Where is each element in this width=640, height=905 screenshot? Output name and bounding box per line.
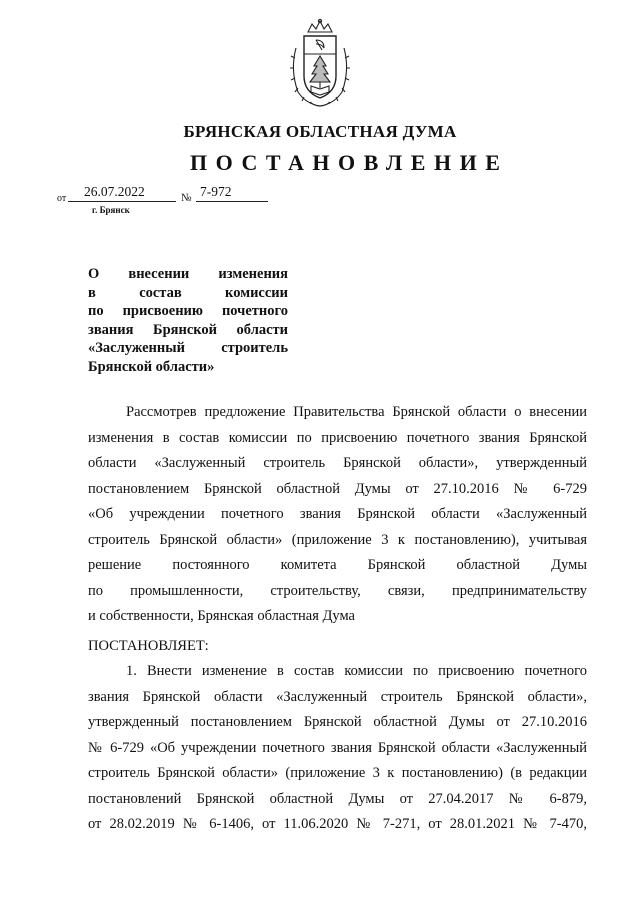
document-date: 26.07.2022 [84,184,145,199]
item-line: № 6-729 «Об учреждении почетного звания Брянской области «Заслуженный [88,739,587,756]
item-line: утвержденный постановлением Брянской областной Думы от 27.10.2016 [88,714,587,730]
preamble-line: решение постоянного комитета Брянской областной Думы [88,557,587,573]
date-prefix: от [57,193,67,204]
subject-line: О внесении изменения [88,266,288,282]
document-subject [88,265,288,376]
item-line: звания Брянской области «Заслуженный строитель Брянской области», [88,688,587,705]
preamble-line: по промышленности, строительству, связи, предпринимательству [88,582,587,599]
preamble-line: изменения в состав комиссии по присвоению почетного звания Брянской [88,429,587,446]
city-name: г. Брянск [92,205,130,215]
subject-line: по присвоению почетного [88,303,288,319]
preamble-line: «Об учреждении почетного звания Брянской области «Заслуженный [88,506,587,522]
preamble-line: строитель Брянской области» (приложение 3 к постановлению), учитывая [88,531,587,548]
organization-name: БРЯНСКАЯ ОБЛАСТНАЯ ДУМА [183,122,457,141]
date-underline [68,201,176,202]
preamble-line: Рассмотрев предложение Правительства Брянской области о внесении [126,404,587,420]
item-line: постановлений Брянской областной Думы от 27.04.2017 № 6-879, [88,790,587,807]
preamble-line: области «Заслуженный строитель Брянской области», утвержденный [88,455,587,471]
coat-of-arms-icon [286,18,354,110]
number-prefix: № [181,192,192,204]
preamble-line: постановлением Брянской областной Думы от 27.10.2016 № 6-729 [88,480,587,497]
preamble-paragraph [88,400,587,630]
number-underline [196,201,268,202]
subject-line: звания Брянской области [88,321,288,338]
item-line: от 28.02.2019 № 6-1406, от 11.06.2020 № 7-271, от 28.01.2021 № 7-470, [88,816,587,832]
subject-line: в состав комиссии [88,284,288,301]
item-line: 1. Внести изменение в состав комиссии по присвоению почетного [126,663,587,679]
subject-line: Брянской области» [88,358,215,375]
document-number: 7-972 [200,184,232,199]
item-line: строитель Брянской области» (приложение 3 к постановлению) (в редакции [88,765,587,781]
subject-line: «Заслуженный строитель [88,340,288,356]
preamble-line: и собственности, Брянская областная Дума [88,608,355,624]
item-1-paragraph [88,659,587,838]
decree-word: ПОСТАНОВЛЯЕТ: [88,638,209,654]
document-type-title: ПОСТАНОВЛЕНИЕ [190,150,509,175]
